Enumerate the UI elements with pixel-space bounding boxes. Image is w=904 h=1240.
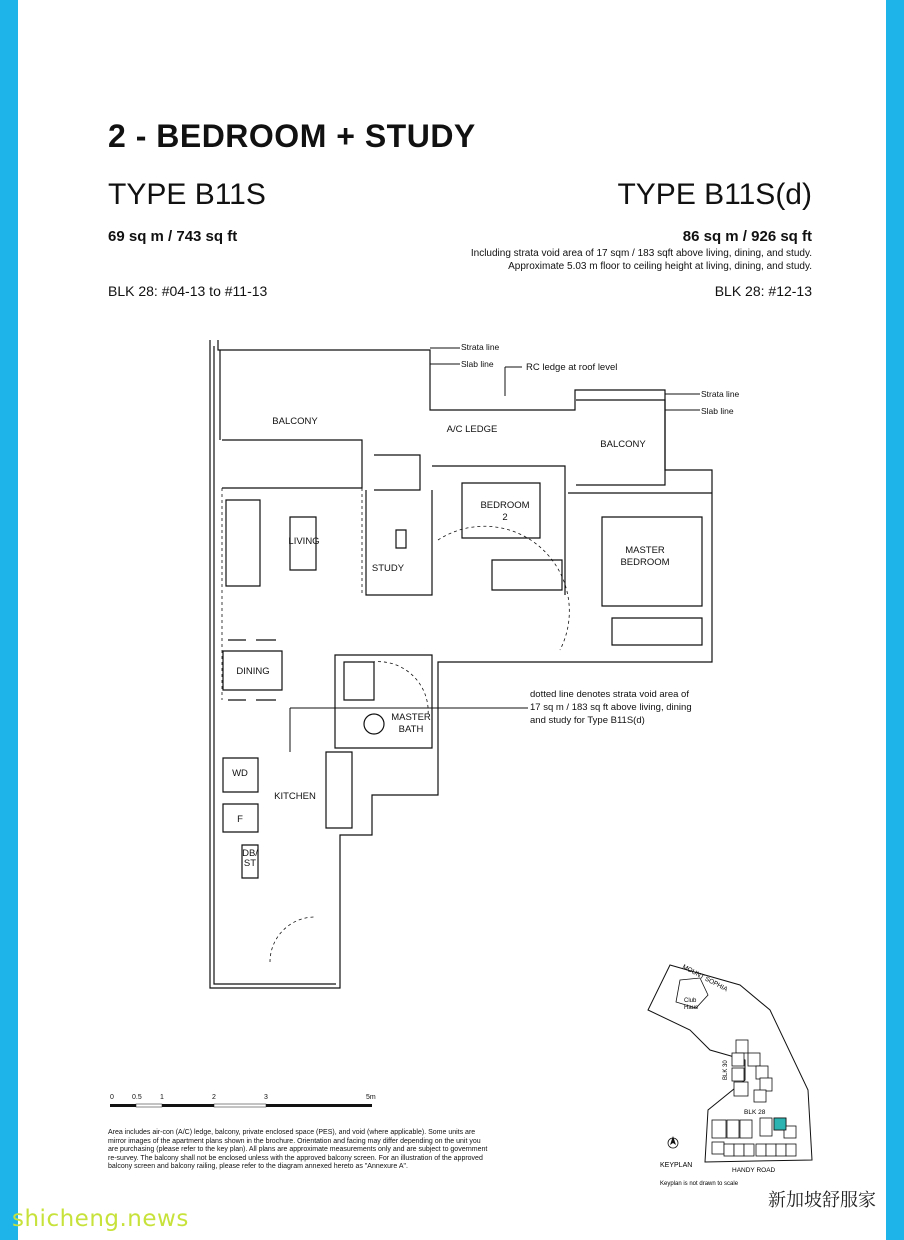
page-title: 2 - BEDROOM + STUDY bbox=[108, 118, 476, 154]
room-label-st: ST bbox=[243, 858, 257, 869]
scale-tick-1: 0.5 bbox=[132, 1094, 142, 1101]
room-label-kitchen: KITCHEN bbox=[274, 791, 316, 802]
scale-tick-3: 2 bbox=[212, 1094, 216, 1101]
room-label-master: MASTER bbox=[625, 545, 665, 556]
slab-line-label-left: Slab line bbox=[461, 359, 494, 369]
right-note-2: Approximate 5.03 m floor to ceiling height at living, dining, and study. bbox=[508, 261, 812, 272]
room-label-dining: DINING bbox=[236, 666, 270, 677]
room-label-db: DB/ bbox=[242, 848, 258, 859]
keyplan-label: KEYPLAN bbox=[660, 1162, 693, 1169]
right-area: 86 sq m / 926 sq ft bbox=[682, 228, 812, 245]
watermark-left: shicheng.news bbox=[12, 1206, 189, 1232]
strata-line-label-left: Strata line bbox=[461, 342, 500, 352]
room-label-fridge: F bbox=[237, 814, 243, 825]
room-label-bedroom2: BEDROOM bbox=[480, 500, 530, 511]
scale-tick-2: 1 bbox=[160, 1094, 164, 1101]
keyplan-blk28: BLK 28 bbox=[744, 1109, 766, 1116]
room-label-balcony-left: BALCONY bbox=[272, 416, 318, 427]
keyplan bbox=[648, 964, 812, 1187]
room-label-bath: BATH bbox=[398, 724, 424, 735]
keyplan-road-top: MOUNT SOPHIA bbox=[681, 963, 729, 994]
room-label-master-bath: MASTER bbox=[391, 712, 431, 723]
scale-tick-4: 3 bbox=[264, 1094, 268, 1101]
keyplan-road-bottom: HANDY ROAD bbox=[732, 1167, 776, 1174]
right-blk: BLK 28: #12-13 bbox=[714, 283, 812, 299]
scale-tick-5: 5m bbox=[366, 1094, 376, 1101]
rc-ledge-label: RC ledge at roof level bbox=[526, 362, 618, 373]
keyplan-blk30: BLK 30 bbox=[723, 1060, 729, 1080]
scale-tick-0: 0 bbox=[110, 1094, 114, 1101]
keyplan-club: Club bbox=[684, 998, 697, 1004]
room-label-master-bedroom: BEDROOM bbox=[620, 557, 670, 568]
scale-bar bbox=[110, 1094, 376, 1107]
door-swings bbox=[222, 488, 569, 962]
north-arrow-icon bbox=[670, 1136, 676, 1145]
strata-line-label-right: Strata line bbox=[701, 389, 740, 399]
dotted-note-2: 17 sq m / 183 sq ft above living, dining bbox=[530, 702, 692, 713]
floor-plan-walls bbox=[210, 340, 712, 988]
room-label-balcony-right: BALCONY bbox=[600, 439, 646, 450]
room-label-ac-ledge: A/C LEDGE bbox=[446, 424, 498, 435]
keyplan-note: Keyplan is not drawn to scale bbox=[660, 1181, 739, 1187]
highlight-unit bbox=[774, 1118, 786, 1130]
right-type-title: TYPE B11S(d) bbox=[617, 178, 812, 211]
room-label-bedroom2-number: 2 bbox=[502, 512, 508, 523]
dotted-note-3: and study for Type B11S(d) bbox=[530, 715, 645, 726]
room-label-wd: WD bbox=[232, 768, 248, 779]
left-blk: BLK 28: #04-13 to #11-13 bbox=[108, 283, 268, 299]
keyplan-haus: Haus bbox=[684, 1005, 699, 1011]
right-note-1: Including strata void area of 17 sqm / 183 sqft above living, dining, and study. bbox=[470, 248, 812, 259]
dotted-note-1: dotted line denotes strata void area of bbox=[530, 689, 689, 700]
disclaimer-text: Area includes air-con (A/C) ledge, balcony, private enclosed space (PES), and void (where applicable). Some units are mirror images of the apartment plans shown in the brochure. Orientation and facing may differ depending on the unit you are purchasing (please refer to the key plan). All plans are approximate measurements only and are subject to government re-survey. The balcony shall not be enclosed unless with the approved balcony screen. For an illustration of the approved balcony screen and balcony railing, please refer to the diagram annexed hereto as "Annexure A". bbox=[108, 1129, 488, 1171]
left-area: 69 sq m / 743 sq ft bbox=[108, 228, 238, 245]
room-label-study: STUDY bbox=[371, 563, 405, 574]
left-type-title: TYPE B11S bbox=[108, 178, 266, 211]
room-label-living: LIVING bbox=[288, 536, 320, 547]
slab-line-label-right: Slab line bbox=[701, 406, 734, 416]
watermark-right: 新加坡舒服家 bbox=[768, 1190, 876, 1211]
